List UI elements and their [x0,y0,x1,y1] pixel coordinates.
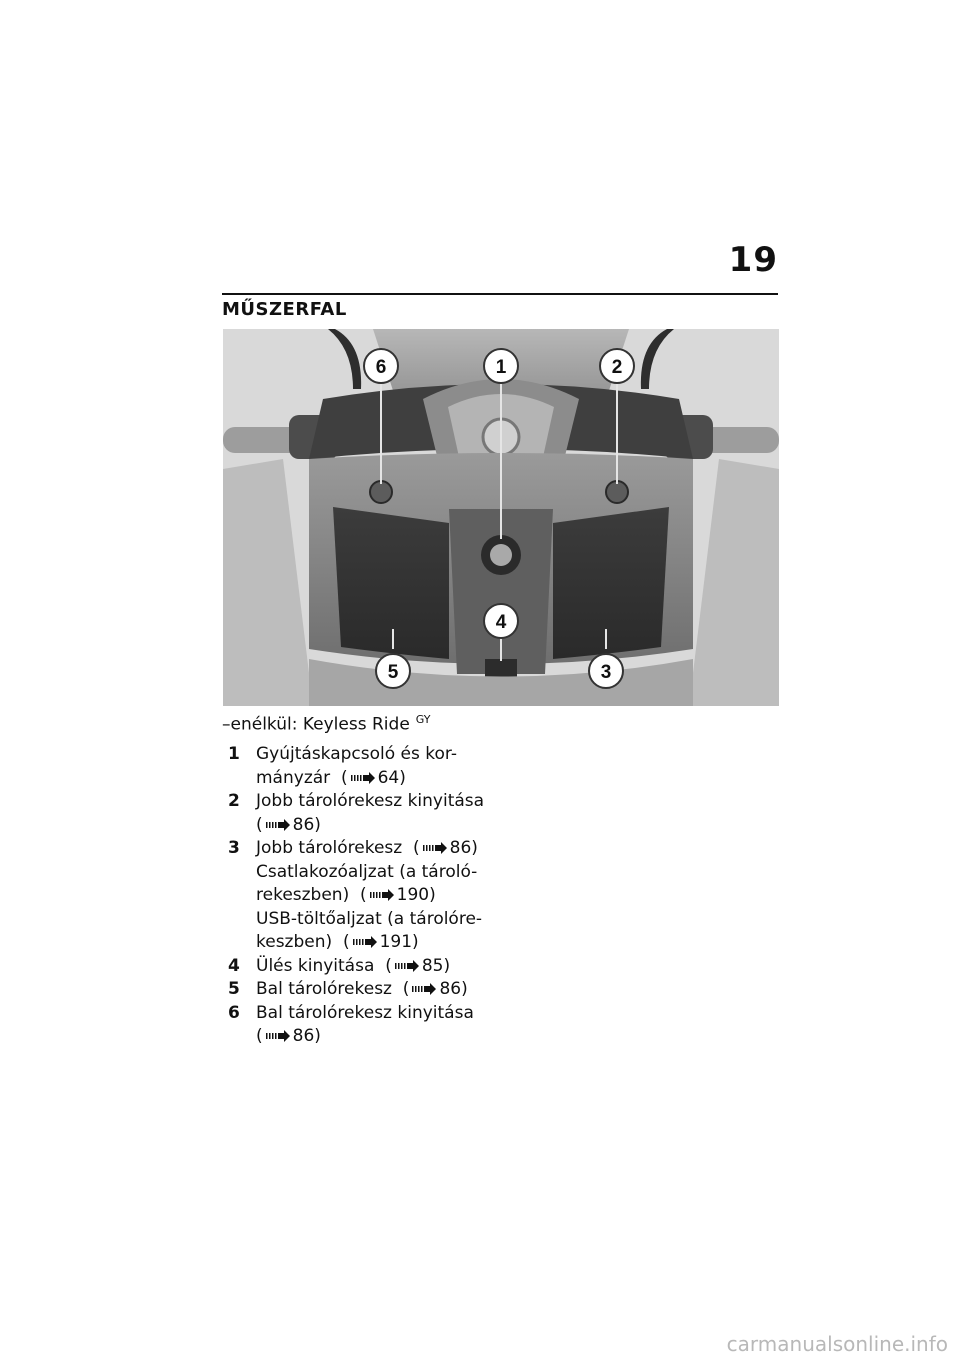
legend-text [256,743,498,790]
legend-text [256,1002,498,1049]
legend-text [256,837,498,955]
reference-arrow-icon [422,842,448,854]
reference-arrow-icon [265,1030,291,1042]
dashboard-illustration [223,329,779,706]
header-rule [222,293,778,295]
callout-2 [600,349,634,383]
legend-list [228,743,498,1049]
legend-line: Gyújtáskapcsoló és kor- [256,744,457,764]
legend-item-6 [228,1002,498,1049]
svg-text:3: 3 [600,662,612,683]
legend-line: Jobb tárolórekesz kinyitása [256,791,485,811]
legend-line: Bal tárolórekesz ( 86) [256,979,468,999]
legend-line [256,1025,498,1049]
page-reference[interactable]: ( 191) [342,932,419,952]
legend-text [256,955,498,979]
legend-item-2 [228,790,498,837]
legend-line: Ülés kinyitása ( 85) [256,955,451,976]
page-reference[interactable]: ( 86) [256,1026,321,1046]
legend-item-3 [228,837,498,955]
legend-number: 3 [228,838,240,858]
callout-5 [376,654,410,688]
legend-text [256,790,498,837]
legend-line: Csatlakozóaljzat (a tároló- [256,861,478,882]
svg-text:2: 2 [611,357,623,378]
page-reference[interactable]: ( 85) [385,955,451,976]
legend-number: 6 [228,1002,240,1023]
callout-6 [364,349,398,383]
reference-arrow-icon [369,889,395,901]
legend-number: 1 [228,744,240,764]
legend-number: 4 [228,955,240,976]
caption-text: –enélkül: Keyless Ride [222,714,410,735]
reference-arrow-icon [265,819,291,831]
svg-text:6: 6 [375,357,387,378]
legend-item-4 [228,955,498,979]
svg-text:4: 4 [495,612,507,633]
legend-text [256,978,498,1002]
legend-item-5 [228,978,498,1002]
legend-line: Bal tárolórekesz kinyitása [256,1002,474,1023]
page-reference[interactable]: ( 86) [413,838,478,858]
caption-superscript: GY [415,713,431,726]
callout-3 [589,654,623,688]
reference-arrow-icon [350,772,376,784]
legend-number: 5 [228,979,240,999]
legend-line [256,814,498,838]
watermark: carmanualsonline.info [726,1332,948,1356]
legend-number: 2 [228,791,240,811]
legend-line: Jobb tárolórekesz ( 86) [256,838,478,858]
page-reference[interactable]: ( 86) [402,979,468,999]
page-number: 19 [728,240,778,280]
callout-4 [484,604,518,638]
section-title: MŰSZERFAL [222,299,347,320]
legend-item-1 [228,743,498,790]
svg-text:1: 1 [495,357,507,378]
figure-caption [222,713,430,735]
page-reference[interactable]: ( 64) [340,767,406,788]
page-reference[interactable]: ( 86) [256,814,321,835]
svg-text:5: 5 [387,662,399,683]
legend-line: USB-töltőaljzat (a tárolóre- [256,908,483,929]
legend-line: mányzár ( 64) [256,767,406,788]
callout-1 [484,349,518,383]
dashboard-drawing [223,329,779,706]
legend-line: rekeszben) ( 190) [256,885,436,905]
page-reference[interactable]: ( 190) [360,885,436,905]
reference-arrow-icon [394,960,420,972]
reference-arrow-icon [411,983,437,995]
legend-line: keszben) ( 191) [256,932,419,952]
reference-arrow-icon [352,936,378,948]
